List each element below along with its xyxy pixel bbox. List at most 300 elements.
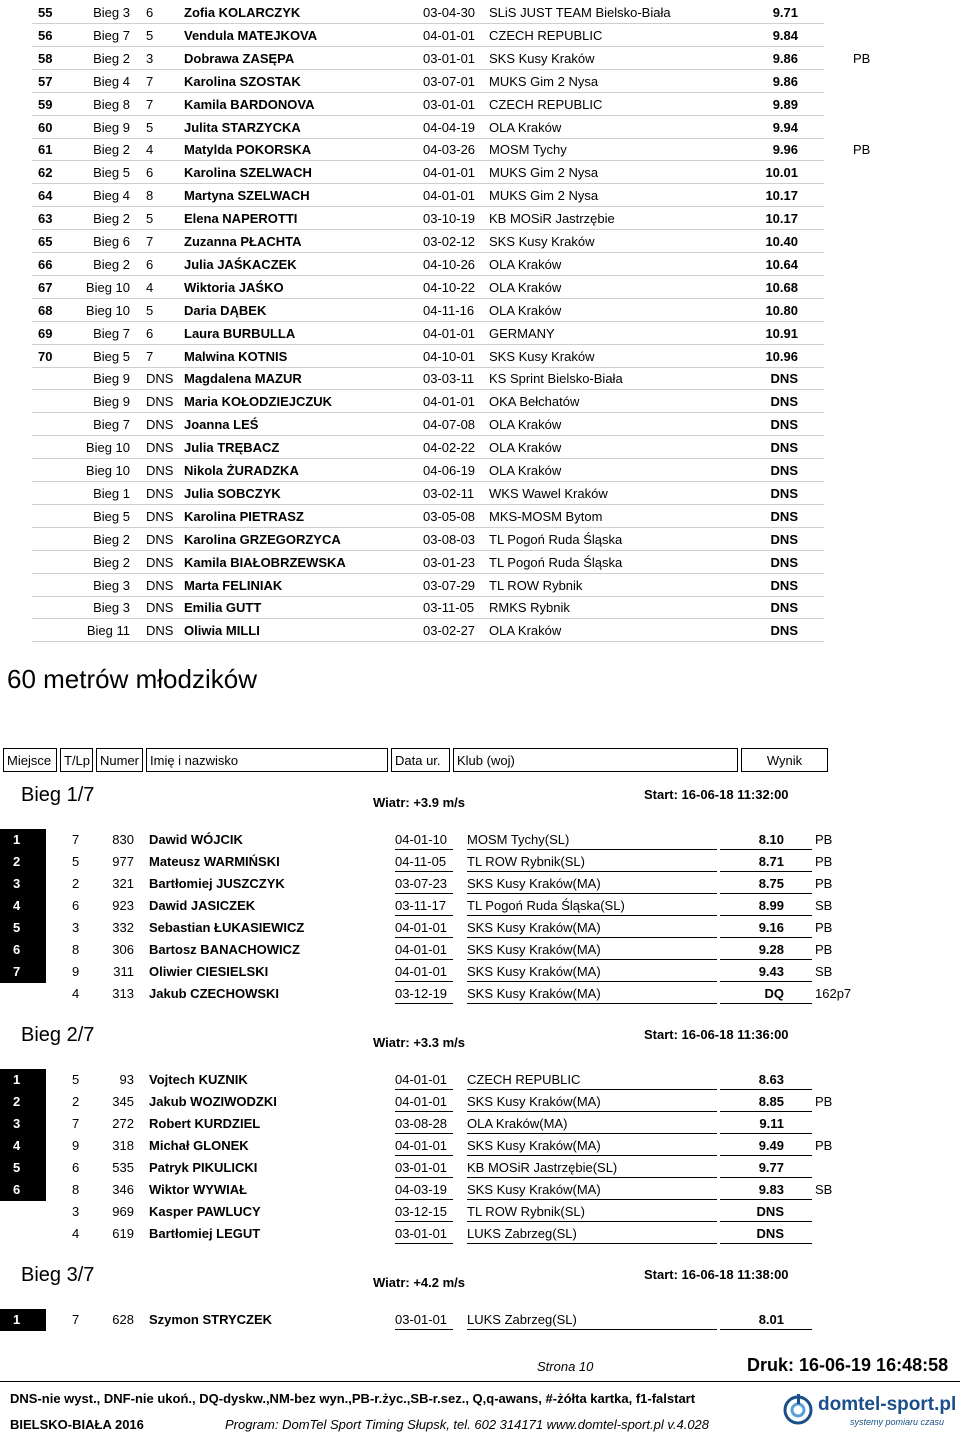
table-row <box>0 575 960 597</box>
cell-lane: 9 <box>72 964 80 979</box>
cell-name: Julia TRĘBACZ <box>184 440 280 456</box>
cell-lane: 7 <box>72 1312 80 1327</box>
cell-club: OLA Kraków <box>489 623 562 639</box>
cell-lane: 4 <box>146 142 154 158</box>
table-row <box>0 25 960 47</box>
row-divider <box>32 46 824 47</box>
cell-place: 66 <box>38 256 53 272</box>
cell-result: 8.99 <box>758 898 784 913</box>
cell-result: 9.28 <box>758 942 784 957</box>
cell-born: 04-01-01 <box>423 325 476 341</box>
cell-place: 55 <box>38 5 53 20</box>
cell-underline <box>395 849 453 850</box>
cell-name: Bartłomiej JUSZCZYK <box>149 876 285 891</box>
cell-club: LUKS Zabrzeg(SL) <box>467 1226 577 1241</box>
cell-name: Nikola ŻURADZKA <box>184 463 299 478</box>
cell-name: Bartłomiej LEGUT <box>149 1226 261 1241</box>
table-row <box>0 277 960 299</box>
logo-swirl-icon <box>782 1394 816 1426</box>
row-divider <box>32 160 824 161</box>
cell-heat: Bieg 7 <box>93 417 130 433</box>
cell-underline <box>467 1221 717 1222</box>
cell-heat: Bieg 2 <box>93 211 130 227</box>
cell-heat: Bieg 10 <box>85 463 130 478</box>
row-divider <box>32 275 824 276</box>
cell-place: 59 <box>38 96 53 112</box>
cell-name: Oliwia MILLI <box>184 623 260 639</box>
cell-place: 5 <box>13 920 21 935</box>
row-divider <box>32 504 824 505</box>
cell-note: 162p7 <box>815 986 852 1001</box>
cell-born: 03-08-28 <box>395 1116 448 1131</box>
cell-result: 8.75 <box>758 876 784 891</box>
cell-club: OLA Kraków <box>489 463 562 478</box>
cell-place: 64 <box>38 188 53 204</box>
section-title: 60 metrów młodzików <box>7 664 257 694</box>
cell-club: MUKS Gim 2 Nysa <box>489 73 599 89</box>
cell-underline <box>395 1329 453 1330</box>
cell-bib: 332 <box>112 920 134 935</box>
cell-name: Malwina KOTNIS <box>184 348 288 364</box>
domtel-logo <box>782 1390 957 1432</box>
cell-club: MUKS Gim 2 Nysa <box>489 165 599 181</box>
cell-born: 03-01-01 <box>423 50 476 66</box>
row-divider <box>32 69 824 70</box>
cell-club: SKS Kusy Kraków <box>489 348 595 364</box>
cell-lane: DNS <box>146 485 174 501</box>
cell-club: SKS Kusy Kraków(MA) <box>467 964 601 979</box>
cell-underline <box>467 1177 717 1178</box>
cell-result: DNS <box>770 531 798 547</box>
cell-club: CZECH REPUBLIC <box>489 27 603 43</box>
cell-underline <box>467 1199 717 1200</box>
cell-name: Kamila BARDONOVA <box>184 96 315 112</box>
header-born: Data ur. <box>391 748 450 772</box>
cell-place: 2 <box>13 854 21 869</box>
cell-born: 04-01-01 <box>423 165 476 181</box>
cell-born: 03-12-19 <box>395 986 448 1001</box>
cell-heat: Bieg 5 <box>93 348 130 364</box>
header-tlp: T/Lp <box>60 748 93 772</box>
cell-born: 04-11-05 <box>395 854 447 869</box>
cell-bib: 321 <box>112 876 134 891</box>
cell-name: Dobrawa ZASĘPA <box>184 50 295 66</box>
cell-heat: Bieg 5 <box>93 508 130 524</box>
row-divider <box>32 321 824 322</box>
cell-lane: 5 <box>146 302 154 318</box>
table-row <box>0 368 960 390</box>
cell-name: Dawid WÓJCIK <box>149 832 243 847</box>
row-divider <box>32 389 824 390</box>
cell-lane: DNS <box>146 463 174 478</box>
cell-underline <box>720 1155 812 1156</box>
cell-underline <box>720 937 812 938</box>
table-row <box>0 1223 960 1245</box>
cell-note: PB <box>815 920 833 935</box>
row-divider <box>32 573 824 574</box>
cell-place: 67 <box>38 279 53 295</box>
cell-underline <box>720 1003 812 1004</box>
cell-club: OLA Kraków <box>489 302 562 318</box>
table-row <box>0 391 960 413</box>
heat-wind: Wiatr: +3.9 m/s <box>373 795 466 810</box>
cell-lane: 5 <box>72 1072 80 1087</box>
cell-result: 9.16 <box>758 920 784 935</box>
cell-name: Maria KOŁODZIEJCZUK <box>184 394 333 410</box>
cell-result: 9.86 <box>772 73 798 89</box>
cell-born: 03-01-01 <box>395 1160 448 1175</box>
cell-club: MOSM Tychy(SL) <box>467 832 570 847</box>
legend-text: DNS-nie wyst., DNF-nie ukoń., DQ-dyskw.,NM-bez wyn.,PB-r.życ.,SB-r.sez., Q,q-awans, #-żółta kartka, f1-falstart <box>10 1391 696 1406</box>
cell-result: 10.91 <box>765 325 798 341</box>
cell-note: PB <box>815 942 833 957</box>
cell-club: SKS Kusy Kraków(MA) <box>467 1182 601 1197</box>
cell-underline <box>395 1243 453 1244</box>
cell-born: 04-03-19 <box>395 1182 448 1197</box>
cell-name: Robert KURDZIEL <box>149 1116 261 1131</box>
cell-born: 04-01-01 <box>395 942 448 957</box>
table-row <box>0 323 960 345</box>
cell-name: Elena NAPEROTTI <box>184 211 298 227</box>
cell-note: PB <box>815 1094 833 1109</box>
table-row <box>0 71 960 93</box>
cell-born: 04-10-22 <box>423 279 476 295</box>
cell-underline <box>720 849 812 850</box>
cell-name: Julita STARZYCKA <box>184 119 301 135</box>
row-divider <box>32 92 824 93</box>
cell-born: 03-05-08 <box>423 508 476 524</box>
table-row <box>0 483 960 505</box>
cell-result: 9.71 <box>772 5 798 20</box>
cell-underline <box>720 915 812 916</box>
cell-name: Karolina GRZEGORZYCA <box>184 531 341 547</box>
cell-lane: 6 <box>146 165 154 181</box>
cell-underline <box>467 849 717 850</box>
cell-born: 04-01-01 <box>423 27 476 43</box>
cell-note: SB <box>815 964 833 979</box>
cell-lane: 7 <box>146 348 154 364</box>
cell-place: 61 <box>38 142 53 158</box>
cell-heat: Bieg 2 <box>93 142 130 158</box>
cell-underline <box>467 871 717 872</box>
row-divider <box>32 138 824 139</box>
row-divider <box>32 458 824 459</box>
cell-underline <box>467 1089 717 1090</box>
cell-result: DNS <box>770 371 798 387</box>
cell-underline <box>467 1329 717 1330</box>
cell-underline <box>395 1003 453 1004</box>
row-divider <box>32 596 824 597</box>
cell-club: TL ROW Rybnik(SL) <box>467 854 585 869</box>
cell-place: 5 <box>13 1160 21 1175</box>
cell-note: SB <box>815 1182 833 1197</box>
row-divider <box>32 23 824 24</box>
cell-born: 03-01-01 <box>395 1312 448 1327</box>
cell-heat: Bieg 7 <box>93 325 130 341</box>
cell-lane: DNS <box>146 531 174 547</box>
cell-name: Oliwier CIESIELSKI <box>149 964 269 979</box>
cell-club: OLA Kraków <box>489 119 562 135</box>
header-numer: Numer <box>96 748 143 772</box>
cell-name: Daria DĄBEK <box>184 302 267 318</box>
table-row <box>0 437 960 459</box>
cell-club: TL Pogoń Ruda Śląska <box>489 531 623 547</box>
table-row <box>0 2 960 24</box>
cell-place: 62 <box>38 165 53 181</box>
cell-name: Patryk PIKULICKI <box>149 1160 258 1175</box>
table-row <box>0 139 960 161</box>
table-row <box>0 1091 960 1113</box>
cell-born: 03-12-15 <box>395 1204 448 1219</box>
cell-underline <box>720 893 812 894</box>
table-row <box>0 1135 960 1157</box>
cell-born: 03-01-01 <box>423 96 476 112</box>
cell-name: Vojtech KUZNIK <box>149 1072 248 1087</box>
cell-result: 9.11 <box>759 1116 784 1131</box>
cell-result: 9.83 <box>758 1182 784 1197</box>
cell-note: PB <box>815 876 833 891</box>
table-row <box>0 460 960 482</box>
row-divider <box>32 344 824 345</box>
cell-club: TL ROW Rybnik <box>489 577 583 593</box>
cell-place: 58 <box>38 50 53 66</box>
row-divider <box>32 527 824 528</box>
cell-underline <box>467 1111 717 1112</box>
cell-born: 04-02-22 <box>423 440 476 456</box>
cell-club: OLA Kraków <box>489 256 562 272</box>
cell-note: PB <box>853 142 871 158</box>
cell-born: 04-01-01 <box>395 1094 448 1109</box>
cell-underline <box>720 1133 812 1134</box>
cell-bib: 346 <box>112 1182 134 1197</box>
cell-heat: Bieg 3 <box>93 577 130 593</box>
cell-bib: 628 <box>112 1312 134 1327</box>
cell-name: Karolina PIETRASZ <box>184 508 304 524</box>
cell-underline <box>467 937 717 938</box>
cell-club: WKS Wawel Kraków <box>489 485 608 501</box>
cell-bib: 93 <box>119 1072 134 1087</box>
table-row <box>0 346 960 368</box>
cell-underline <box>720 1329 812 1330</box>
cell-heat: Bieg 2 <box>93 256 130 272</box>
cell-note: PB <box>815 1138 833 1153</box>
cell-result: 10.96 <box>765 348 798 364</box>
cell-born: 04-01-01 <box>395 920 448 935</box>
cell-lane: 6 <box>72 898 80 913</box>
cell-born: 04-06-19 <box>423 463 476 478</box>
heat-wind: Wiatr: +3.3 m/s <box>373 1035 466 1050</box>
cell-lane: 4 <box>72 986 80 1001</box>
cell-result: DNS <box>770 577 798 593</box>
cell-heat: Bieg 2 <box>93 554 130 570</box>
cell-lane: 6 <box>146 5 154 20</box>
cell-lane: DNS <box>146 371 174 387</box>
cell-lane: 5 <box>146 119 154 135</box>
cell-place: 65 <box>38 234 53 249</box>
cell-bib: 923 <box>112 898 134 913</box>
row-divider <box>32 206 824 207</box>
cell-club: TL Pogoń Ruda Śląska <box>489 554 623 570</box>
print-date: Druk: 16-06-19 16:48:58 <box>747 1355 949 1375</box>
cell-name: Zofia KOLARCZYK <box>184 5 301 20</box>
cell-name: Laura BURBULLA <box>184 325 296 341</box>
logo-text: domtel-sport.pl <box>818 1394 957 1415</box>
cell-name: Martyna SZELWACH <box>184 188 310 204</box>
cell-place: 6 <box>13 1182 21 1197</box>
cell-result: DNS <box>770 554 798 570</box>
cell-bib: 318 <box>112 1138 134 1153</box>
heat-wind: Wiatr: +4.2 m/s <box>373 1275 466 1290</box>
cell-underline <box>395 959 453 960</box>
heat-start-time: Start: 16-06-18 11:32:00 <box>644 787 789 802</box>
cell-born: 03-07-29 <box>423 577 476 593</box>
cell-result: 9.77 <box>758 1160 784 1175</box>
cell-result: 8.01 <box>758 1312 784 1327</box>
cell-underline <box>395 1111 453 1112</box>
cell-name: Karolina SZELWACH <box>184 165 312 181</box>
row-divider <box>32 481 824 482</box>
cell-result: 8.10 <box>758 832 784 847</box>
cell-name: Jakub CZECHOWSKI <box>149 986 280 1001</box>
cell-lane: 7 <box>146 234 154 249</box>
heat-title: Bieg 2/7 <box>21 1024 95 1046</box>
cell-heat: Bieg 9 <box>93 394 130 410</box>
cell-lane: 6 <box>146 325 154 341</box>
cell-born: 04-01-01 <box>395 1138 448 1153</box>
cell-name: Sebastian ŁUKASIEWICZ <box>149 920 305 935</box>
cell-lane: 6 <box>72 1160 80 1175</box>
cell-born: 04-01-01 <box>395 1072 448 1087</box>
cell-result: DNS <box>756 1204 784 1219</box>
cell-place: 63 <box>38 211 53 227</box>
table-row <box>0 917 960 939</box>
cell-result: DNS <box>770 623 798 639</box>
cell-heat: Bieg 3 <box>93 5 130 20</box>
cell-heat: Bieg 10 <box>85 440 130 456</box>
cell-result: 9.84 <box>772 27 798 43</box>
cell-heat: Bieg 7 <box>93 27 130 43</box>
cell-bib: 977 <box>112 854 134 869</box>
cell-club: SKS Kusy Kraków(MA) <box>467 920 601 935</box>
cell-lane: 7 <box>146 96 154 112</box>
cell-bib: 619 <box>112 1226 134 1241</box>
cell-club: MKS-MOSM Bytom <box>489 508 603 524</box>
cell-club: SKS Kusy Kraków <box>489 234 595 249</box>
cell-result: DNS <box>770 485 798 501</box>
cell-underline <box>467 915 717 916</box>
event-name: BIELSKO-BIAŁA 2016 <box>10 1417 144 1432</box>
cell-place: 3 <box>13 1116 21 1131</box>
logo-subtitle: systemy pomiaru czasu <box>850 1417 945 1427</box>
row-divider <box>32 367 824 368</box>
cell-heat: Bieg 6 <box>93 234 130 249</box>
cell-lane: 5 <box>72 854 80 869</box>
cell-lane: 8 <box>146 188 154 204</box>
cell-underline <box>467 959 717 960</box>
cell-bib: 272 <box>112 1116 134 1131</box>
cell-underline <box>467 981 717 982</box>
cell-result: 8.85 <box>758 1094 784 1109</box>
cell-born: 04-03-26 <box>423 142 476 158</box>
table-row <box>0 529 960 551</box>
cell-heat: Bieg 10 <box>85 279 130 295</box>
cell-name: Magdalena MAZUR <box>184 371 302 387</box>
table-row <box>0 208 960 230</box>
cell-club: OLA Kraków(MA) <box>467 1116 568 1131</box>
cell-bib: 306 <box>112 942 134 957</box>
cell-bib: 345 <box>112 1094 134 1109</box>
table-row <box>0 983 960 1005</box>
cell-lane: DNS <box>146 394 174 410</box>
cell-born: 03-01-23 <box>423 554 476 570</box>
table-row <box>0 851 960 873</box>
cell-place: 1 <box>13 1072 21 1087</box>
cell-result: 9.49 <box>758 1138 784 1153</box>
table-row <box>0 231 960 253</box>
cell-lane: 5 <box>146 27 154 43</box>
cell-underline <box>467 893 717 894</box>
table-row <box>0 620 960 642</box>
cell-underline <box>720 871 812 872</box>
table-row <box>0 1179 960 1201</box>
cell-place: 3 <box>13 876 21 891</box>
cell-result: 10.17 <box>765 188 798 204</box>
cell-result: 10.68 <box>765 279 798 295</box>
cell-name: Kasper PAWLUCY <box>149 1204 261 1219</box>
row-divider <box>32 412 824 413</box>
cell-underline <box>395 981 453 982</box>
cell-club: KB MOSiR Jastrzębie(SL) <box>467 1160 618 1175</box>
cell-lane: 3 <box>72 920 80 935</box>
row-divider <box>32 435 824 436</box>
cell-born: 03-01-01 <box>395 1226 448 1241</box>
cell-club: KB MOSiR Jastrzębie <box>489 211 615 227</box>
cell-name: Joanna LEŚ <box>184 417 259 433</box>
cell-result: DNS <box>770 394 798 410</box>
cell-name: Marta FELINIAK <box>184 577 283 593</box>
cell-place: 60 <box>38 119 53 135</box>
table-row <box>0 597 960 619</box>
table-row <box>0 117 960 139</box>
cell-underline <box>395 1221 453 1222</box>
cell-lane: 3 <box>146 50 154 66</box>
cell-underline <box>467 1155 717 1156</box>
cell-bib: 311 <box>113 964 134 979</box>
cell-result: 9.94 <box>772 119 798 135</box>
cell-lane: DNS <box>146 417 174 433</box>
cell-lane: 6 <box>146 256 154 272</box>
cell-club: OLA Kraków <box>489 417 562 433</box>
cell-club: SKS Kusy Kraków(MA) <box>467 986 601 1001</box>
cell-club: SKS Kusy Kraków(MA) <box>467 1138 601 1153</box>
cell-place: 68 <box>38 302 53 318</box>
row-divider <box>32 641 824 642</box>
cell-heat: Bieg 11 <box>86 623 130 639</box>
cell-name: Vendula MATEJKOVA <box>184 27 318 43</box>
header-result: Wynik <box>741 748 828 772</box>
cell-name: Bartosz BANACHOWICZ <box>149 942 300 957</box>
cell-lane: DNS <box>146 440 174 456</box>
table-row <box>0 1309 960 1331</box>
cell-place: 4 <box>13 1138 21 1153</box>
table-row <box>0 1113 960 1135</box>
row-divider <box>32 183 824 184</box>
table-row <box>0 895 960 917</box>
cell-born: 03-02-27 <box>423 623 476 639</box>
heat-title: Bieg 3/7 <box>21 1264 95 1286</box>
header-name: Imię i nazwisko <box>146 748 388 772</box>
cell-heat: Bieg 9 <box>93 371 130 387</box>
